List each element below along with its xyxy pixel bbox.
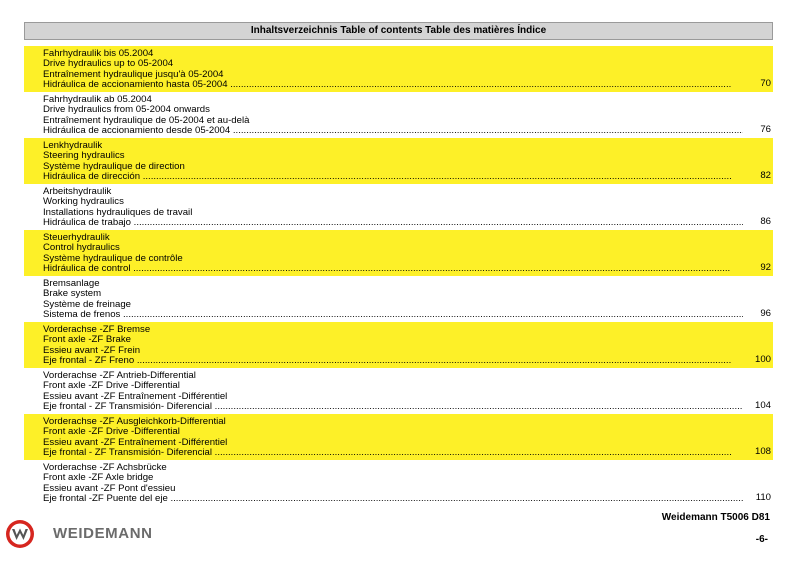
toc-entry-title-es: Hidráulica de control ..... [43, 264, 743, 274]
toc-page-number: 76 [760, 123, 771, 135]
toc-page-number: 70 [731, 79, 771, 89]
toc-entry[interactable] [24, 322, 773, 368]
toc-entry-title-line: Système de freinage [43, 298, 131, 310]
page-title: Inhaltsverzeichnis Table of contents Table des matières Índice [24, 22, 773, 40]
toc-page-number: 96 [760, 307, 771, 319]
toc-entry-title-line: Front axle -ZF Drive -Differential [43, 426, 180, 438]
toc-entry-title-line: Working hydraulics [43, 196, 124, 208]
toc-list [24, 46, 773, 506]
toc-entry-title-line: Steering hydraulics [43, 150, 125, 162]
toc-page-number: 100 [731, 355, 771, 365]
toc-entry[interactable] [24, 460, 773, 506]
toc-entry-title-es: Sistema de frenos ..... [43, 310, 743, 320]
toc-entry-title-line: Bremsanlage [43, 278, 100, 289]
toc-entry-title-line: Vorderachse -ZF Antrieb-Differential [43, 370, 196, 381]
toc-entry-title-line: Entraînement hydraulique jusqu'à 05-2004 [43, 68, 224, 80]
toc-entry-title-line: Fahrhydraulik ab 05.2004 [43, 94, 152, 105]
toc-entry-title-line: Brake system [43, 288, 102, 300]
toc-entry-title-line: Entraînement hydraulique de 05-2004 et au-delà [43, 114, 250, 126]
toc-entry-title-es: Hidráulica de dirección ..... [43, 172, 743, 182]
toc-entry-title-es: Hidráulica de trabajo ..... [43, 218, 743, 228]
toc-entry-title-line: Fahrhydraulik bis 05.2004 [43, 48, 154, 59]
toc-entry[interactable] [24, 184, 773, 230]
toc-entry-title-line: Essieu avant -ZF Pont d'essieu [43, 482, 176, 494]
toc-entry-title-line: Vorderachse -ZF Ausgleichkorb-Differential [43, 416, 226, 427]
toc-entry-title-line: Control hydraulics [43, 242, 120, 254]
toc-page-number: 110 [755, 491, 771, 503]
toc-entry-title-es: Hidráulica de accionamiento hasta 05-2004 ..... [43, 80, 743, 90]
toc-page-number: 108 [731, 447, 771, 457]
toc-entry-title-es: Eje frontal -ZF Puente del eje ..... [43, 494, 743, 504]
toc-entry-title-es: Eje frontal - ZF Transmisión- Diferencial ..... [43, 448, 743, 458]
brand-name: WEIDEMANN [53, 525, 153, 542]
toc-entry[interactable] [24, 414, 773, 460]
toc-entry-title-line: Drive hydraulics from 05-2004 onwards [43, 104, 210, 116]
page-number: -6- [755, 534, 768, 545]
toc-entry-title-line: Essieu avant -ZF Frein [43, 344, 141, 356]
toc-entry-title-line: Front axle -ZF Brake [43, 334, 131, 346]
toc-entry-title-line: Lenkhydraulik [43, 140, 103, 151]
model-label: Weidemann T5006 D81 [661, 512, 770, 523]
toc-entry-title-line: Front axle -ZF Drive -Differential [43, 380, 180, 392]
toc-entry-title-line: Système hydraulique de contrôle [43, 252, 183, 264]
toc-page-number: 86 [760, 215, 771, 227]
toc-entry-title-es: Eje frontal - ZF Freno ..... [43, 356, 743, 366]
toc-entry-title-line: Essieu avant -ZF Entraînement -Différentiel [43, 390, 228, 402]
toc-entry-title-line: Front axle -ZF Axle bridge [43, 472, 154, 484]
toc-entry-title-es: Eje frontal - ZF Transmisión- Diferencial ..... [43, 402, 743, 412]
toc-entry-title-line: Steuerhydraulik [43, 232, 110, 243]
toc-entry-title-line: Système hydraulique de direction [43, 160, 185, 172]
toc-entry-title-line: Drive hydraulics up to 05-2004 [43, 58, 174, 70]
toc-entry[interactable] [24, 138, 773, 184]
toc-entry-title-line: Vorderachse -ZF Bremse [43, 324, 151, 335]
toc-page-number: 82 [731, 171, 771, 181]
toc-entry-title-es: Hidráulica de accionamiento desde 05-2004 ..... [43, 126, 743, 136]
weidemann-logo-icon [5, 519, 35, 549]
toc-entry[interactable] [24, 230, 773, 276]
toc-entry[interactable] [24, 276, 773, 322]
toc-page-number: 104 [754, 399, 771, 411]
toc-entry-title-line: Arbeitshydraulik [43, 186, 112, 197]
toc-entry[interactable] [24, 92, 773, 138]
toc-entry-title-line: Essieu avant -ZF Entraînement -Différentiel [43, 436, 228, 448]
toc-entry[interactable] [24, 46, 773, 92]
toc-entry[interactable] [24, 368, 773, 414]
toc-entry-title-line: Vorderachse -ZF Achsbrücke [43, 462, 167, 473]
toc-page-number: 92 [731, 263, 771, 273]
toc-entry-title-line: Installations hydrauliques de travail [43, 206, 193, 218]
